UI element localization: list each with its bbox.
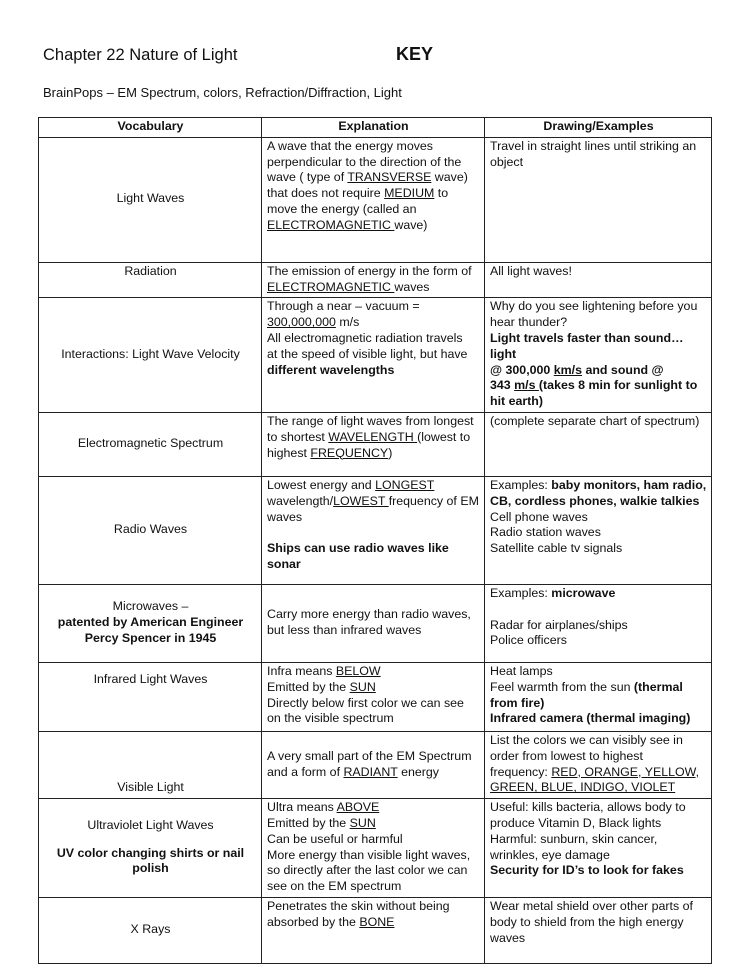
table-row <box>39 262 712 298</box>
examples-cell: Why do you see lightening before you hear thunder? Light travels faster than sound… light @ 300,000 km/s and sound @ 343 m/s (takes 8 min for sunlight to hit earth) <box>485 298 712 413</box>
vocab-cell: Ultraviolet Light Waves UV color changing shirts or nail polish <box>39 799 262 898</box>
table-row <box>39 476 712 584</box>
explanation-cell: Ultra means ABOVE Emitted by the SUN Can be useful or harmful More energy than visible light waves, so directly after the last color we can see on the EM spectrum <box>262 799 485 898</box>
table-row <box>39 584 712 662</box>
explanation-cell: The range of light waves from longest to shortest WAVELENGTH (lowest to highest FREQUENCY) <box>262 412 485 476</box>
explanation-cell: Penetrates the skin without being absorbed by the BONE <box>262 897 485 963</box>
column-header-vocabulary: Vocabulary <box>39 118 262 138</box>
examples-cell: (complete separate chart of spectrum) <box>485 412 712 476</box>
examples-cell: Useful: kills bacteria, allows body to produce Vitamin D, Black lights Harmful: sunburn, skin cancer, wrinkles, eye damage Security for ID’s to look for fakes <box>485 799 712 898</box>
table-row <box>39 799 712 898</box>
page-title: Chapter 22 Nature of Light <box>43 46 238 64</box>
explanation-cell: A wave that the energy moves perpendicular to the direction of the wave ( type of TRANSVERSE wave) that does not require MEDIUM to move the energy (called an ELECTROMAGNETIC wave) <box>262 137 485 262</box>
vocab-cell: Radio Waves <box>39 476 262 584</box>
table-row <box>39 137 712 262</box>
explanation-cell: Through a near – vacuum = 300,000,000 m/s All electromagnetic radiation travels at the speed of visible light, but have different wavelengths <box>262 298 485 413</box>
vocab-cell: Interactions: Light Wave Velocity <box>39 298 262 413</box>
explanation-cell: The emission of energy in the form of ELECTROMAGNETIC waves <box>262 262 485 298</box>
vocab-cell: X Rays <box>39 897 262 963</box>
table-row <box>39 412 712 476</box>
key-label: KEY <box>396 44 434 64</box>
examples-cell: Examples: microwave Radar for airplanes/ships Police officers <box>485 584 712 662</box>
explanation-cell: A very small part of the EM Spectrum and a form of RADIANT energy <box>262 731 485 798</box>
vocab-cell: Light Waves <box>39 137 262 262</box>
table-row <box>39 662 712 731</box>
examples-cell: Wear metal shield over other parts of body to shield from the high energy waves <box>485 897 712 963</box>
examples-cell: Examples: baby monitors, ham radio, CB, cordless phones, walkie talkies Cell phone waves Radio station waves Satellite cable tv signals <box>485 476 712 584</box>
explanation-cell: Infra means BELOW Emitted by the SUN Directly below first color we can see on the visible spectrum <box>262 662 485 731</box>
vocab-cell: Infrared Light Waves <box>39 662 262 731</box>
vocabulary-table <box>38 117 712 964</box>
page-subtitle: BrainPops – EM Spectrum, colors, Refraction/Diffraction, Light <box>43 85 402 100</box>
vocab-cell: Radiation <box>39 262 262 298</box>
vocab-cell: Visible Light <box>39 731 262 798</box>
explanation-cell: Lowest energy and LONGEST wavelength/LOWEST frequency of EM waves Ships can use radio waves like sonar <box>262 476 485 584</box>
vocab-cell: Microwaves – patented by American Engineer Percy Spencer in 1945 <box>39 584 262 662</box>
column-header-examples: Drawing/Examples <box>485 118 712 138</box>
examples-cell: List the colors we can visibly see in order from lowest to highest frequency: RED, ORANGE, YELLOW, GREEN, BLUE, INDIGO, VIOLET <box>485 731 712 798</box>
table-row <box>39 897 712 963</box>
examples-cell: Travel in straight lines until striking an object <box>485 137 712 262</box>
table-row <box>39 298 712 413</box>
table-row <box>39 731 712 798</box>
examples-cell: All light waves! <box>485 262 712 298</box>
column-header-explanation: Explanation <box>262 118 485 138</box>
table-header-row <box>39 118 712 138</box>
explanation-cell: Carry more energy than radio waves, but less than infrared waves <box>262 584 485 662</box>
vocab-cell: Electromagnetic Spectrum <box>39 412 262 476</box>
examples-cell: Heat lamps Feel warmth from the sun (thermal from fire) Infrared camera (thermal imaging) <box>485 662 712 731</box>
